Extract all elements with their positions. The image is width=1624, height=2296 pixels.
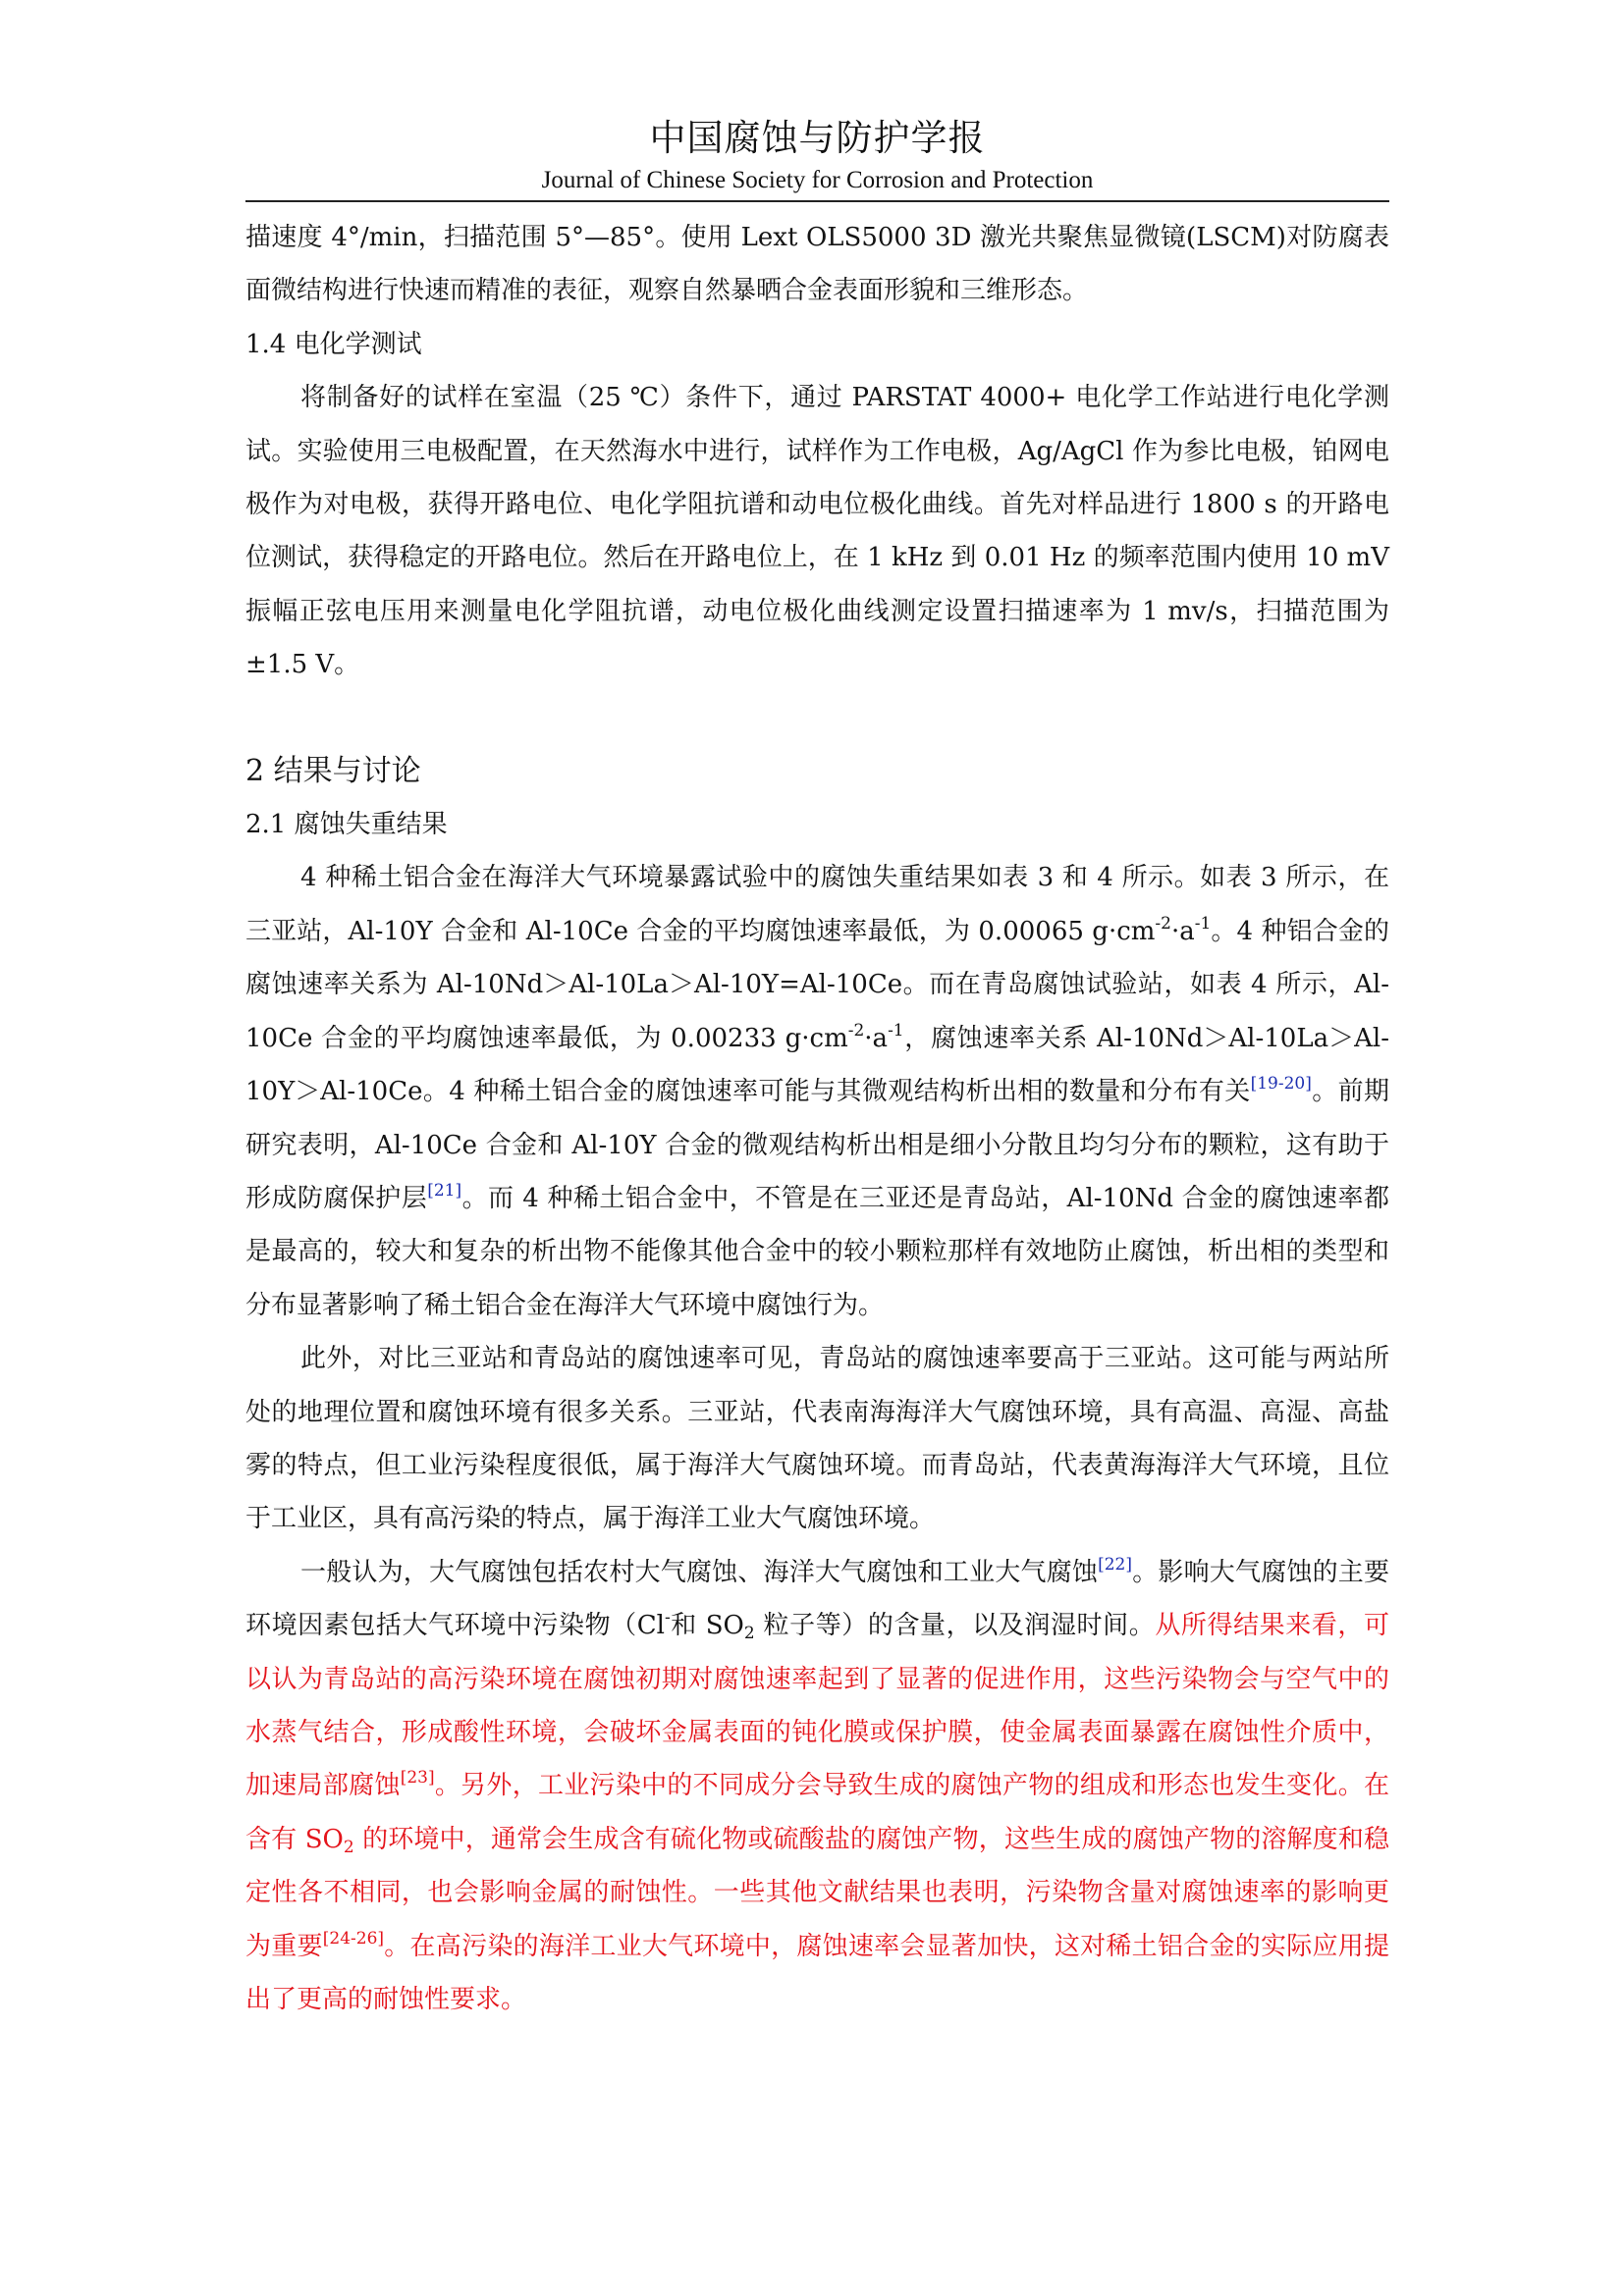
paragraph-intro: 描速度 4°/min，扫描范围 5°—85°。使用 Lext OLS5000 3D 激光共聚焦显微镜(LSCM)对防腐表面微结构进行快速而精准的表征，观察自然暴晒合金表面形貌和三维形态。 — [245, 223, 1389, 306]
section-heading-1-4: 1.4 电化学测试 — [245, 329, 422, 359]
section-spacer — [245, 692, 1389, 745]
revised-text-highlight: 从所得结果来看，可以认为青岛站的高污染环境在腐蚀初期对腐蚀速率起到了显著的促进作用，这些污染物会与空气中的水蒸气结合，形成酸性环境，会破坏金属表面的钝化膜或保护膜，使金属表面暴露在腐蚀性介质中，加速局部腐蚀[23]。另外，工业污染中的不同成分会导致生成的腐蚀产物的组成和形态也发生变化。在含有 $SO_2$ 的环境中，通常会生成含有硫化物或硫酸盐的腐蚀产物，这些生成的腐蚀产物的溶解度和稳定性各不相同，也会影响金属的耐蚀性。一些其他文献结果也表明，污染物含量对腐蚀速率的影响更为重要[24-26]。在高污染的海洋工业大气环境中，腐蚀速率会显著加快，这对稀土铝合金的实际应用提出了更高的耐蚀性要求。 — [245, 1611, 1389, 2014]
section-heading-2-1: 2.1 腐蚀失重结果 — [245, 810, 448, 840]
paragraph-weight-loss-results: 4 种稀土铝合金在海洋大气环境暴露试验中的腐蚀失重结果如表 3 和 4 所示。如表 3 所示，在三亚站，Al-10Y 合金和 Al-10Ce 合金的平均腐蚀速率最低，为 0.00065 $g\cdot cm^{-2}\cdot a^{-1}$。4 种铝合金的腐蚀速率关系为 Al-10Nd＞Al-10La＞Al-10Y=Al-10Ce。而在青岛腐蚀试验站，如表 4 所示，Al-10Ce 合金的平均腐蚀速率最低，为 0.00233 $g\cdot cm^{-2}\cdot a^{-1}$，腐蚀速率关系 Al-10Nd＞Al-10La＞Al-10Y＞Al-10Ce。4 种稀土铝合金的腐蚀速率可能与其微观结构析出相的数量和分布有关[19-20]。前期研究表明，Al-10Ce 合金和 Al-10Y 合金的微观结构析出相是细小分散且均匀分布的颗粒，这有助于形成防腐保护层[21]。而 4 种稀土铝合金中，不管是在三亚还是青岛站，Al-10Nd 合金的腐蚀速率都是最高的，较大和复杂的析出物不能像其他合金中的较小颗粒那样有效地防止腐蚀，析出相的类型和分布显著影响了稀土铝合金在海洋大气环境中腐蚀行为。 — [245, 863, 1389, 1320]
running-header — [245, 113, 1389, 197]
header-divider — [245, 200, 1389, 202]
paragraph-site-comparison: 此外，对比三亚站和青岛站的腐蚀速率可见，青岛站的腐蚀速率要高于三亚站。这可能与两站所处的地理位置和腐蚀环境有很多关系。三亚站，代表南海海洋大气腐蚀环境，具有高温、高湿、高盐雾的特点，但工业污染程度很低，属于海洋大气腐蚀环境。而青岛站，代表黄海海洋大气环境，且位于工业区，具有高污染的特点，属于海洋工业大气腐蚀环境。 — [245, 1344, 1389, 1534]
citation-link[interactable]: [22] — [1098, 1554, 1133, 1575]
journal-title-cn: 中国腐蚀与防护学报 — [649, 117, 986, 159]
citation-link[interactable]: [21] — [427, 1180, 462, 1201]
journal-title-en: Journal of Chinese Society for Corrosion and Protection — [541, 167, 1094, 193]
citation-link[interactable]: [23] — [400, 1768, 435, 1789]
article-body — [245, 211, 1389, 2026]
paragraph-electrochemical-test: 将制备好的试样在室温（25 ℃）条件下，通过 PARSTAT 4000+ 电化学工作站进行电化学测试。实验使用三电极配置，在天然海水中进行，试样作为工作电极，Ag/AgCl 作为参比电极，铂网电极作为对电极，获得开路电位、电化学阻抗谱和动电位极化曲线。首先对样品进行 1800 s 的开路电位测试，获得稳定的开路电位。然后在开路电位上，在 1 kHz 到 0.01 Hz 的频率范围内使用 10 mV 振幅正弦电压用来测量电化学阻抗谱，动电位极化曲线测定设置扫描速率为 1 mv/s，扫描范围为±1.5 V。 — [245, 383, 1389, 680]
paragraph-atmospheric-corrosion: 一般认为，大气腐蚀包括农村大气腐蚀、海洋大气腐蚀和工业大气腐蚀[22]。影响大气腐蚀的主要环境因素包括大气环境中污染物（Cl-和 $SO_2$ 粒子等）的含量，以及润湿时间。从所得结果来看，可以认为青岛站的高污染环境在腐蚀初期对腐蚀速率起到了显著的促进作用，这些污染物会与空气中的水蒸气结合，形成酸性环境，会破坏金属表面的钝化膜或保护膜，使金属表面暴露在腐蚀性介质中，加速局部腐蚀[23]。另外，工业污染中的不同成分会导致生成的腐蚀产物的组成和形态也发生变化。在含有 $SO_2$ 的环境中，通常会生成含有硫化物或硫酸盐的腐蚀产物，这些生成的腐蚀产物的溶解度和稳定性各不相同，也会影响金属的耐蚀性。一些其他文献结果也表明，污染物含量对腐蚀速率的影响更为重要[24-26]。在高污染的海洋工业大气环境中，腐蚀速率会显著加快，这对稀土铝合金的实际应用提出了更高的耐蚀性要求。 — [245, 1554, 1389, 2014]
citation-link[interactable]: [24-26] — [322, 1928, 385, 1949]
section-heading-2: 2 结果与讨论 — [245, 753, 421, 788]
citation-link[interactable]: [19-20] — [1250, 1074, 1312, 1095]
